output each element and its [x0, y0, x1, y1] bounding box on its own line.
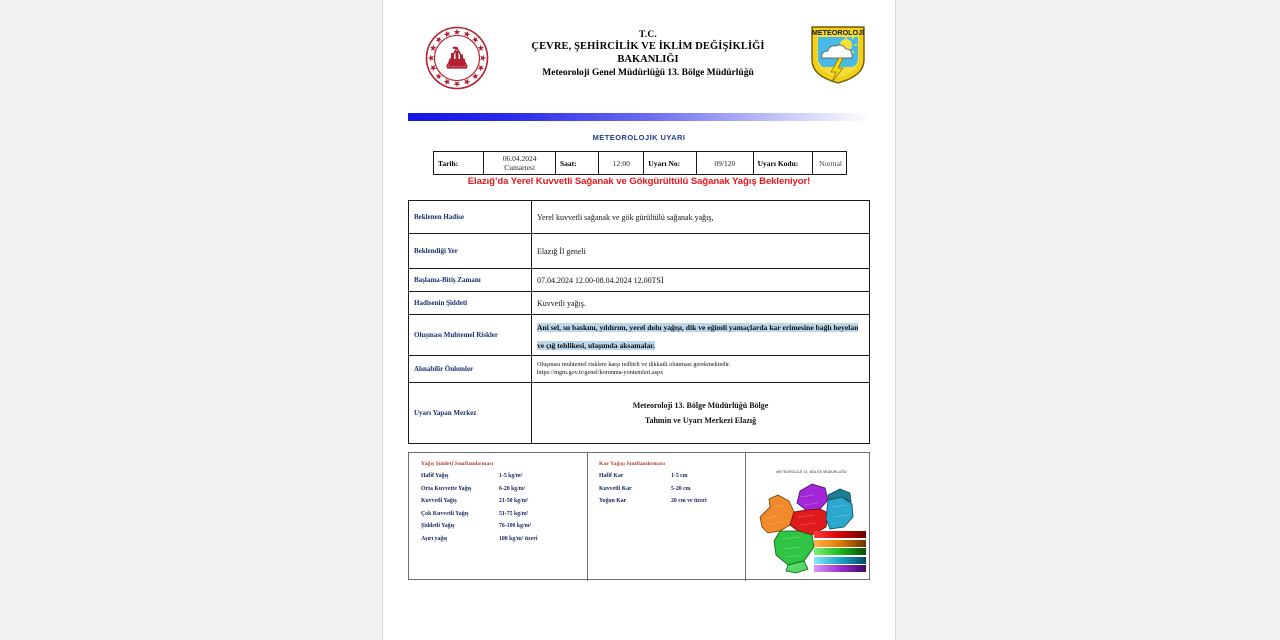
row-value-muhtemel-riskler: [532, 315, 870, 356]
header-line-directorate: Meteoroloji Genel Müdürlüğü 13. Bölge Müdürlüğü: [542, 68, 754, 78]
meteo-logo-text: METEOROLOJİ: [811, 28, 865, 37]
legend-value: 1-5 kg/m²: [499, 473, 523, 479]
legend-value: 100 kg/m² üzeri: [499, 535, 538, 542]
measures-link[interactable]: https://mgm.gov.tr/genel/korunma-yontemleri.aspx: [537, 369, 664, 376]
section-title: METEOROLOJİK UYARI: [592, 133, 686, 142]
scale-bar-purple: [814, 565, 866, 572]
legend-row: [421, 511, 581, 517]
legend-row: [421, 473, 581, 479]
document-header: [383, 18, 895, 106]
legend-row: [599, 473, 739, 479]
warning-code-value: Normal: [813, 152, 847, 175]
legend-name: Şiddetli Yağış: [421, 523, 455, 529]
legend-value: 6-20 kg/m²: [499, 485, 526, 492]
legend-name: Kuvvetli Kar: [599, 485, 632, 492]
issuing-center-line2: Tahmin ve Uyarı Merkezi Elazığ: [644, 416, 757, 425]
map-caption: METEOROLOJİ 13. BÖLGE MÜDÜRLÜĞÜ: [776, 470, 847, 474]
row-value-beklenen-hadise: Yerel kuvvetli sağanak ve gök gürültülü sağanak yağış,: [532, 201, 870, 234]
date-value: [484, 152, 556, 175]
legend-snow-title: Kar Yağışı Sınıflandırması: [599, 461, 666, 467]
legend-name: Kuvvetli Yağış: [421, 498, 457, 504]
table-row: [409, 383, 870, 444]
legend-name: Çok Kuvvetli Yağış: [421, 510, 469, 517]
legend-rain-title: Yağış Şiddeti Sınıflandırması: [421, 461, 494, 467]
weekday-text: Cumartesi: [504, 163, 536, 172]
document-page: [383, 0, 895, 640]
legend-row: [421, 536, 581, 542]
row-label-beklendigi-yer: Beklendiği Yer: [409, 234, 532, 269]
header-title-block: [493, 30, 803, 80]
time-value: 12:00: [599, 152, 644, 175]
row-label-muhtemel-riskler: Oluşması Muhtemel Riskler: [409, 315, 532, 356]
issuing-center-line1: Meteoroloji 13. Bölge Müdürlüğü Bölge: [632, 401, 769, 410]
legend-row: [421, 523, 581, 529]
meteoroloji-shield-icon: [809, 24, 867, 86]
legend-divider-2: [745, 453, 746, 581]
legend-row: [421, 498, 581, 504]
row-value-hadisenin-siddeti: Kuvvetli yağış.: [532, 292, 870, 315]
header-line-tc: T.C.: [638, 30, 658, 40]
row-value-uyari-yapan-merkez: [532, 383, 870, 444]
warning-info-table: [433, 151, 847, 175]
warning-no-value: 09/120: [697, 152, 753, 175]
table-row: [434, 152, 847, 175]
date-text: 06.04.2024: [502, 154, 537, 163]
legend-value: 21-50 kg/m²: [499, 498, 529, 504]
legend-value: 1-5 cm: [671, 473, 688, 479]
warning-headline: Elazığ’da Yerel Kuvvetli Sağanak ve Gökgürültülü Sağanak Yağış Bekleniyor!: [467, 176, 811, 187]
legend-row: [599, 498, 739, 504]
table-row: [409, 201, 870, 234]
row-label-beklenen-hadise: Beklenen Hadise: [409, 201, 532, 234]
ministry-emblem-icon: [425, 26, 489, 90]
row-value-beklendigi-yer: Elazığ İl geneli: [532, 234, 870, 269]
table-row: [409, 315, 870, 356]
warning-no-label: Uyarı No:: [644, 152, 697, 175]
legend-name: Aşırı yağış: [421, 535, 448, 542]
scale-bar-red: [814, 531, 866, 538]
header-line-ministry: ÇEVRE, ŞEHİRCİLİK VE İKLİM DEĞİŞİKLİĞİ: [531, 41, 765, 52]
region-map: [754, 455, 869, 579]
legend-snow-classification: [599, 461, 739, 511]
legend-value: 20 cm ve üzeri: [671, 498, 707, 504]
legend-divider-1: [587, 453, 588, 581]
map-color-scale: [814, 531, 866, 574]
row-label-alinabilir-onlemler: Alınabilir Önlemler: [409, 356, 532, 383]
legend-row: [421, 486, 581, 492]
legend-name: Yoğun Kar: [599, 498, 627, 504]
row-label-baslama-bitis: Başlama-Bitiş Zamanı: [409, 269, 532, 292]
row-value-alinabilir-onlemler: [532, 356, 870, 383]
warning-detail-table: [408, 200, 870, 444]
scale-bar-orange: [814, 540, 866, 547]
date-label: Tarih:: [434, 152, 484, 175]
table-row: [409, 292, 870, 315]
legend-name: Hafif Yağış: [421, 473, 449, 479]
table-row: [409, 269, 870, 292]
risk-highlighted-text: Ani sel, su baskını, yıldırım, yerel dolu yağışı, dik ve eğimli yamaçlarda kar erimesine bağlı heyelan ve çığ tehlikesi, ulaşımda aksamalar.: [537, 323, 859, 350]
row-label-uyari-yapan-merkez: Uyarı Yapan Merkez: [409, 383, 532, 444]
scale-bar-blue: [814, 557, 866, 564]
time-label: Saat:: [555, 152, 598, 175]
row-label-hadisenin-siddeti: Hadisenin Şiddeti: [409, 292, 532, 315]
legend-box: [408, 452, 870, 580]
blue-gradient-divider: [408, 113, 870, 121]
scale-bar-green: [814, 548, 866, 555]
header-line-bakanligi: BAKANLIĞI: [617, 53, 679, 65]
legend-value: 5-20 cm: [671, 485, 691, 492]
legend-value: 76-100 kg/m²: [499, 523, 532, 529]
row-value-baslama-bitis: 07.04.2024 12.00-08.04.2024 12.00TSİ: [532, 269, 870, 292]
legend-name: Orta Kuvvette Yağış: [421, 485, 472, 492]
legend-row: [599, 486, 739, 492]
measures-text: Oluşması muhtemel risklere karşı tedbirli ve dikkatli olunması gerekmektedir.: [537, 360, 731, 368]
legend-name: Hafif Kar: [599, 473, 624, 479]
table-row: [409, 356, 870, 383]
table-row: [409, 234, 870, 269]
legend-value: 51-75 kg/m²: [499, 510, 529, 517]
warning-code-label: Uyarı Kodu:: [753, 152, 812, 175]
legend-rain-classification: [421, 461, 581, 548]
